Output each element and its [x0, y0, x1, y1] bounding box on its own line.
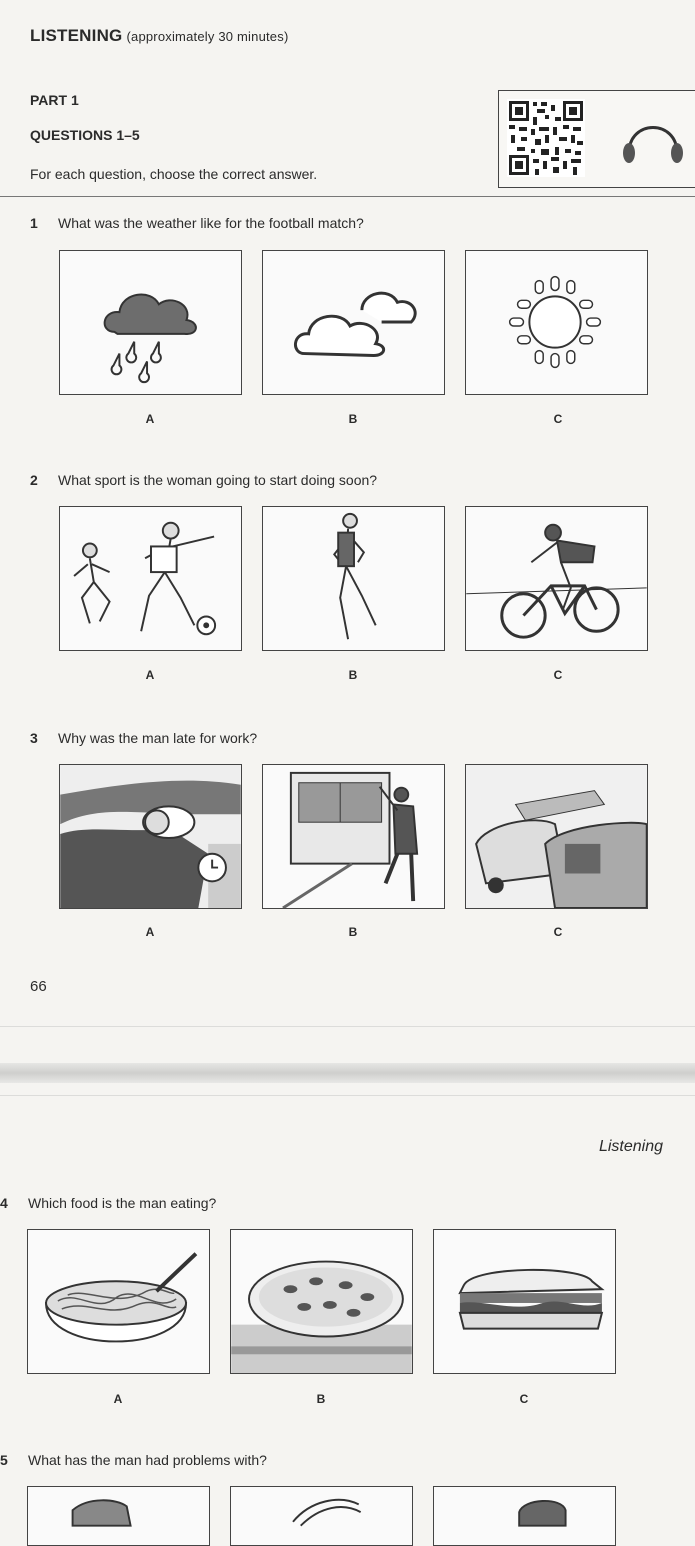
option-label-c: C — [553, 925, 563, 939]
headphones-icon[interactable] — [619, 109, 687, 169]
option-label-b: B — [348, 925, 358, 939]
option-label-b: B — [348, 412, 358, 426]
header-divider — [0, 196, 695, 197]
question-number: 4 — [0, 1195, 8, 1211]
q1-option-c-image[interactable] — [465, 250, 648, 395]
option-label-a: A — [145, 668, 155, 682]
rain-cloud-icon — [60, 251, 241, 394]
question-number: 3 — [30, 730, 38, 746]
q4-option-a-image[interactable] — [27, 1229, 210, 1374]
q2-option-c-image[interactable] — [465, 506, 648, 651]
part-heading: PART 1 — [30, 92, 79, 108]
gloves-icon — [231, 1487, 412, 1545]
question-1 — [30, 215, 364, 231]
title-text: LISTENING — [30, 26, 123, 45]
question-text: What has the man had problems with? — [28, 1452, 267, 1468]
pizza-icon — [231, 1230, 412, 1373]
question-4 — [0, 1195, 216, 1211]
sandwich-icon — [434, 1230, 615, 1373]
sun-icon — [466, 251, 647, 394]
cap-icon — [434, 1487, 615, 1545]
page-number: 66 — [30, 978, 47, 995]
football-players-icon — [60, 507, 241, 650]
question-text: What was the weather like for the football match? — [58, 215, 364, 231]
running-header: Listening — [598, 1138, 663, 1155]
missed-bus-icon — [263, 765, 444, 908]
page-edge — [0, 1026, 695, 1027]
option-label-a: A — [145, 925, 155, 939]
question-number: 1 — [30, 215, 38, 231]
shoe-icon — [28, 1487, 209, 1545]
question-text: Which food is the man eating? — [28, 1195, 217, 1211]
instruction-text: For each question, choose the correct answer. — [30, 166, 318, 182]
q2-option-a-image[interactable] — [59, 506, 242, 651]
question-5 — [0, 1452, 267, 1468]
section-title — [30, 26, 288, 46]
question-text: Why was the man late for work? — [58, 730, 258, 746]
q2-option-b-image[interactable] — [262, 506, 445, 651]
page-gutter — [0, 1063, 695, 1083]
jogging-woman-icon — [263, 507, 444, 650]
option-label-a: A — [145, 412, 155, 426]
cyclist-icon — [466, 507, 647, 650]
option-label-c: C — [553, 412, 563, 426]
spaghetti-bowl-icon — [28, 1230, 209, 1373]
traffic-jam-icon — [466, 765, 647, 908]
man-sleeping-icon — [60, 765, 241, 908]
option-label-a: A — [113, 1392, 123, 1406]
question-number: 2 — [30, 472, 38, 488]
q3-option-b-image[interactable] — [262, 764, 445, 909]
q4-option-c-image[interactable] — [433, 1229, 616, 1374]
q3-option-c-image[interactable] — [465, 764, 648, 909]
question-number: 5 — [0, 1452, 8, 1468]
option-label-c: C — [553, 668, 563, 682]
q3-option-a-image[interactable] — [59, 764, 242, 909]
q4-option-b-image[interactable] — [230, 1229, 413, 1374]
q5-option-a-image[interactable] — [27, 1486, 210, 1546]
question-2 — [30, 472, 377, 488]
q1-option-a-image[interactable] — [59, 250, 242, 395]
option-label-b: B — [348, 668, 358, 682]
question-text: What sport is the woman going to start doing soon? — [58, 472, 378, 488]
qr-code-icon[interactable] — [507, 99, 585, 177]
q1-option-b-image[interactable] — [262, 250, 445, 395]
option-label-b: B — [316, 1392, 326, 1406]
title-duration: (approximately 30 minutes) — [126, 29, 289, 44]
option-label-c: C — [519, 1392, 529, 1406]
q5-option-b-image[interactable] — [230, 1486, 413, 1546]
questions-heading: QUESTIONS 1–5 — [30, 127, 140, 143]
question-3 — [30, 730, 257, 746]
clouds-icon — [263, 251, 444, 394]
page-edge — [0, 1095, 695, 1096]
q5-option-c-image[interactable] — [433, 1486, 616, 1546]
audio-box — [498, 90, 695, 188]
